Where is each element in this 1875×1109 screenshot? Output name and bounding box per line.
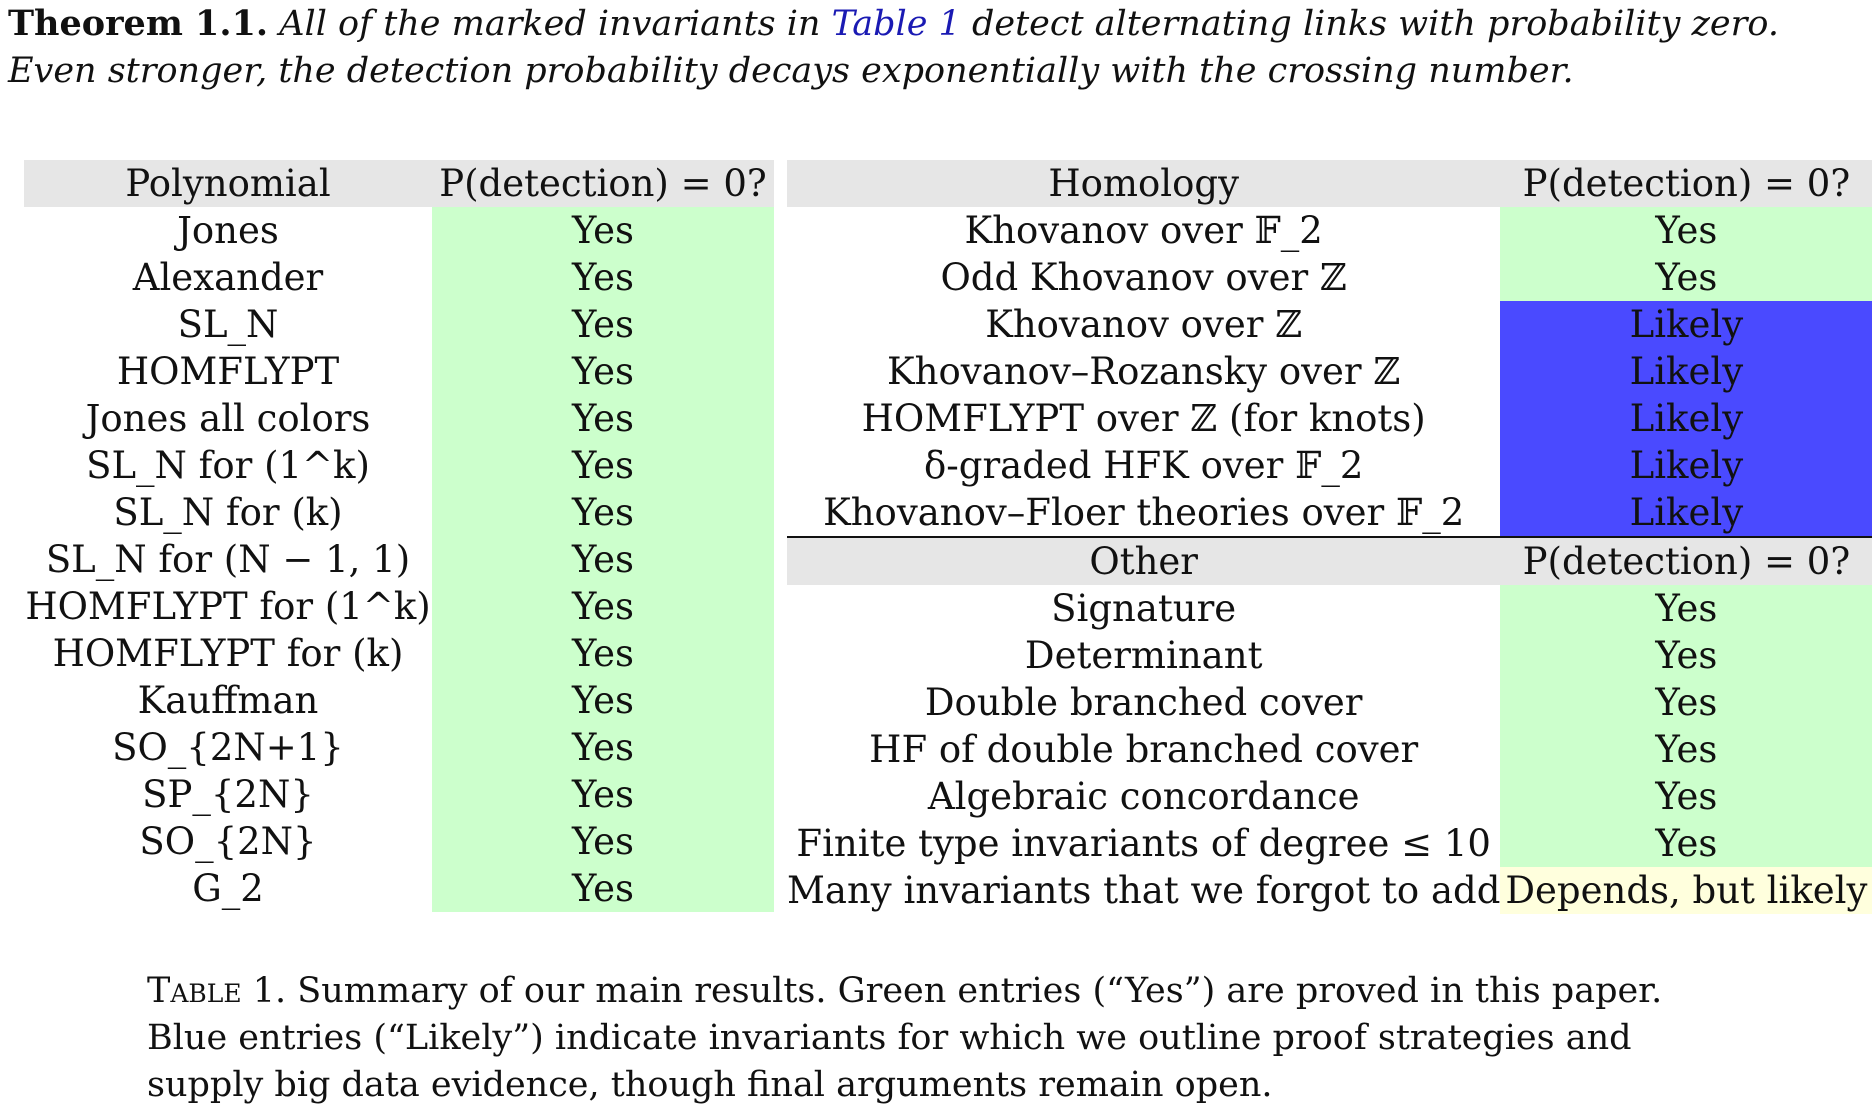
detection-status: Likely bbox=[1500, 301, 1872, 348]
invariant-name: G_2 bbox=[192, 867, 264, 910]
detection-status: Yes bbox=[1500, 679, 1872, 726]
invariant-name: SL_N for (1^k) bbox=[86, 444, 370, 487]
detection-status: Likely bbox=[1500, 395, 1872, 442]
table-row bbox=[24, 771, 774, 818]
header-row bbox=[24, 160, 774, 207]
invariant-name: Khovanov–Rozansky over ℤ bbox=[887, 350, 1401, 393]
table-row bbox=[24, 536, 774, 583]
detection-status: Yes bbox=[432, 536, 774, 583]
detection-status: Depends, but likely bbox=[1500, 867, 1872, 914]
theorem-heading: Theorem 1.1. bbox=[8, 3, 269, 44]
invariant-name: Odd Khovanov over ℤ bbox=[940, 256, 1347, 299]
detection-status: Likely bbox=[1500, 442, 1872, 489]
invariant-name: SL_N bbox=[177, 303, 279, 346]
invariant-name: HOMFLYPT for (1^k) bbox=[25, 585, 431, 628]
detection-status: Yes bbox=[432, 395, 774, 442]
table-row bbox=[787, 820, 1872, 867]
detection-status: Yes bbox=[1500, 820, 1872, 867]
table-row bbox=[787, 867, 1872, 914]
invariant-name: Double branched cover bbox=[924, 681, 1363, 724]
invariant-name: Algebraic concordance bbox=[927, 775, 1360, 818]
table-row bbox=[787, 726, 1872, 773]
table-row bbox=[787, 679, 1872, 726]
table-row bbox=[787, 442, 1872, 489]
caption-label: Table 1. bbox=[147, 971, 287, 1011]
invariant-name: Khovanov–Floer theories over 𝔽_2 bbox=[823, 491, 1465, 534]
table-row bbox=[787, 773, 1872, 820]
table-row bbox=[24, 489, 774, 536]
invariant-name: Many invariants that we forgot to add bbox=[787, 869, 1501, 912]
table-row bbox=[787, 254, 1872, 301]
detection-status: Yes bbox=[432, 442, 774, 489]
invariant-name: HOMFLYPT over ℤ (for knots) bbox=[861, 397, 1426, 440]
detection-status: Yes bbox=[432, 207, 774, 254]
table-row bbox=[24, 395, 774, 442]
column-header: P(detection) = 0? bbox=[1500, 160, 1872, 207]
table-row bbox=[787, 348, 1872, 395]
table-row bbox=[787, 489, 1872, 537]
detection-status: Yes bbox=[432, 489, 774, 536]
homology-other-table bbox=[787, 160, 1872, 914]
detection-status: Yes bbox=[432, 818, 774, 865]
table-row bbox=[787, 207, 1872, 254]
detection-status: Yes bbox=[1500, 585, 1872, 632]
header-row-other bbox=[787, 537, 1872, 585]
detection-status: Yes bbox=[432, 724, 774, 771]
detection-status: Yes bbox=[432, 254, 774, 301]
table-row bbox=[24, 301, 774, 348]
invariant-name: SO_{2N} bbox=[139, 820, 317, 863]
invariant-name: Finite type invariants of degree ≤ 10 bbox=[796, 822, 1491, 865]
invariant-name: SL_N for (N − 1, 1) bbox=[45, 538, 411, 581]
detection-status: Yes bbox=[432, 348, 774, 395]
invariant-name: HOMFLYPT bbox=[116, 350, 340, 393]
invariant-name: SL_N for (k) bbox=[113, 491, 343, 534]
table-row bbox=[787, 301, 1872, 348]
table-row bbox=[24, 818, 774, 865]
invariant-name: Jones bbox=[177, 209, 279, 252]
header-row bbox=[787, 160, 1872, 207]
column-header: Homology bbox=[787, 160, 1500, 207]
detection-status: Yes bbox=[1500, 726, 1872, 773]
table-row bbox=[24, 348, 774, 395]
table-row bbox=[24, 630, 774, 677]
table-row bbox=[787, 632, 1872, 679]
caption-text: Summary of our main results. Green entries (“Yes”) are proved in this paper. Blue entries (“Likely”) indicate invariants for which we outline proof strategies and supply big data evidence, though final arguments remain open. bbox=[147, 971, 1663, 1105]
detection-status: Yes bbox=[432, 301, 774, 348]
column-header: Other bbox=[787, 537, 1500, 585]
invariant-name: δ-graded HFK over 𝔽_2 bbox=[923, 444, 1364, 487]
column-header: Polynomial bbox=[24, 160, 432, 207]
polynomial-table bbox=[24, 160, 774, 912]
invariant-name: SO_{2N+1} bbox=[112, 726, 344, 769]
invariant-name: SP_{2N} bbox=[142, 773, 314, 816]
invariant-name: Khovanov over ℤ bbox=[985, 303, 1303, 346]
table-row bbox=[24, 442, 774, 489]
table-caption bbox=[147, 968, 1747, 1109]
detection-status: Yes bbox=[1500, 207, 1872, 254]
table-row bbox=[24, 724, 774, 771]
table-row bbox=[787, 585, 1872, 632]
theorem bbox=[8, 0, 1868, 95]
invariant-name: Khovanov over 𝔽_2 bbox=[964, 209, 1323, 252]
theorem-text-before: All of the marked invariants in bbox=[279, 4, 821, 44]
detection-status: Yes bbox=[432, 630, 774, 677]
table-row bbox=[24, 583, 774, 630]
detection-status: Yes bbox=[432, 865, 774, 912]
column-header: P(detection) = 0? bbox=[432, 160, 774, 207]
invariant-name: Jones all colors bbox=[85, 397, 371, 440]
table-row bbox=[24, 207, 774, 254]
detection-status: Likely bbox=[1500, 489, 1872, 537]
column-header: P(detection) = 0? bbox=[1500, 537, 1872, 585]
detection-status: Yes bbox=[432, 677, 774, 724]
table-row bbox=[787, 395, 1872, 442]
detection-status: Yes bbox=[432, 583, 774, 630]
table-row bbox=[24, 254, 774, 301]
detection-status: Likely bbox=[1500, 348, 1872, 395]
invariant-name: Alexander bbox=[132, 256, 324, 299]
table-row bbox=[24, 865, 774, 912]
invariant-name: Determinant bbox=[1024, 634, 1263, 677]
theorem-text-after: detect alternating links with probability zero. Even stronger, the detection probability decays exponentially with the crossing number. bbox=[8, 4, 1779, 91]
detection-status: Yes bbox=[1500, 632, 1872, 679]
table-reference-link[interactable]: Table 1 bbox=[831, 4, 961, 44]
invariant-name: Kauffman bbox=[137, 679, 319, 722]
detection-status: Yes bbox=[1500, 773, 1872, 820]
invariant-name: HF of double branched cover bbox=[869, 728, 1419, 771]
invariant-name: HOMFLYPT for (k) bbox=[52, 632, 404, 675]
invariant-name: Signature bbox=[1051, 587, 1237, 630]
detection-status: Yes bbox=[432, 771, 774, 818]
detection-status: Yes bbox=[1500, 254, 1872, 301]
table-row bbox=[24, 677, 774, 724]
